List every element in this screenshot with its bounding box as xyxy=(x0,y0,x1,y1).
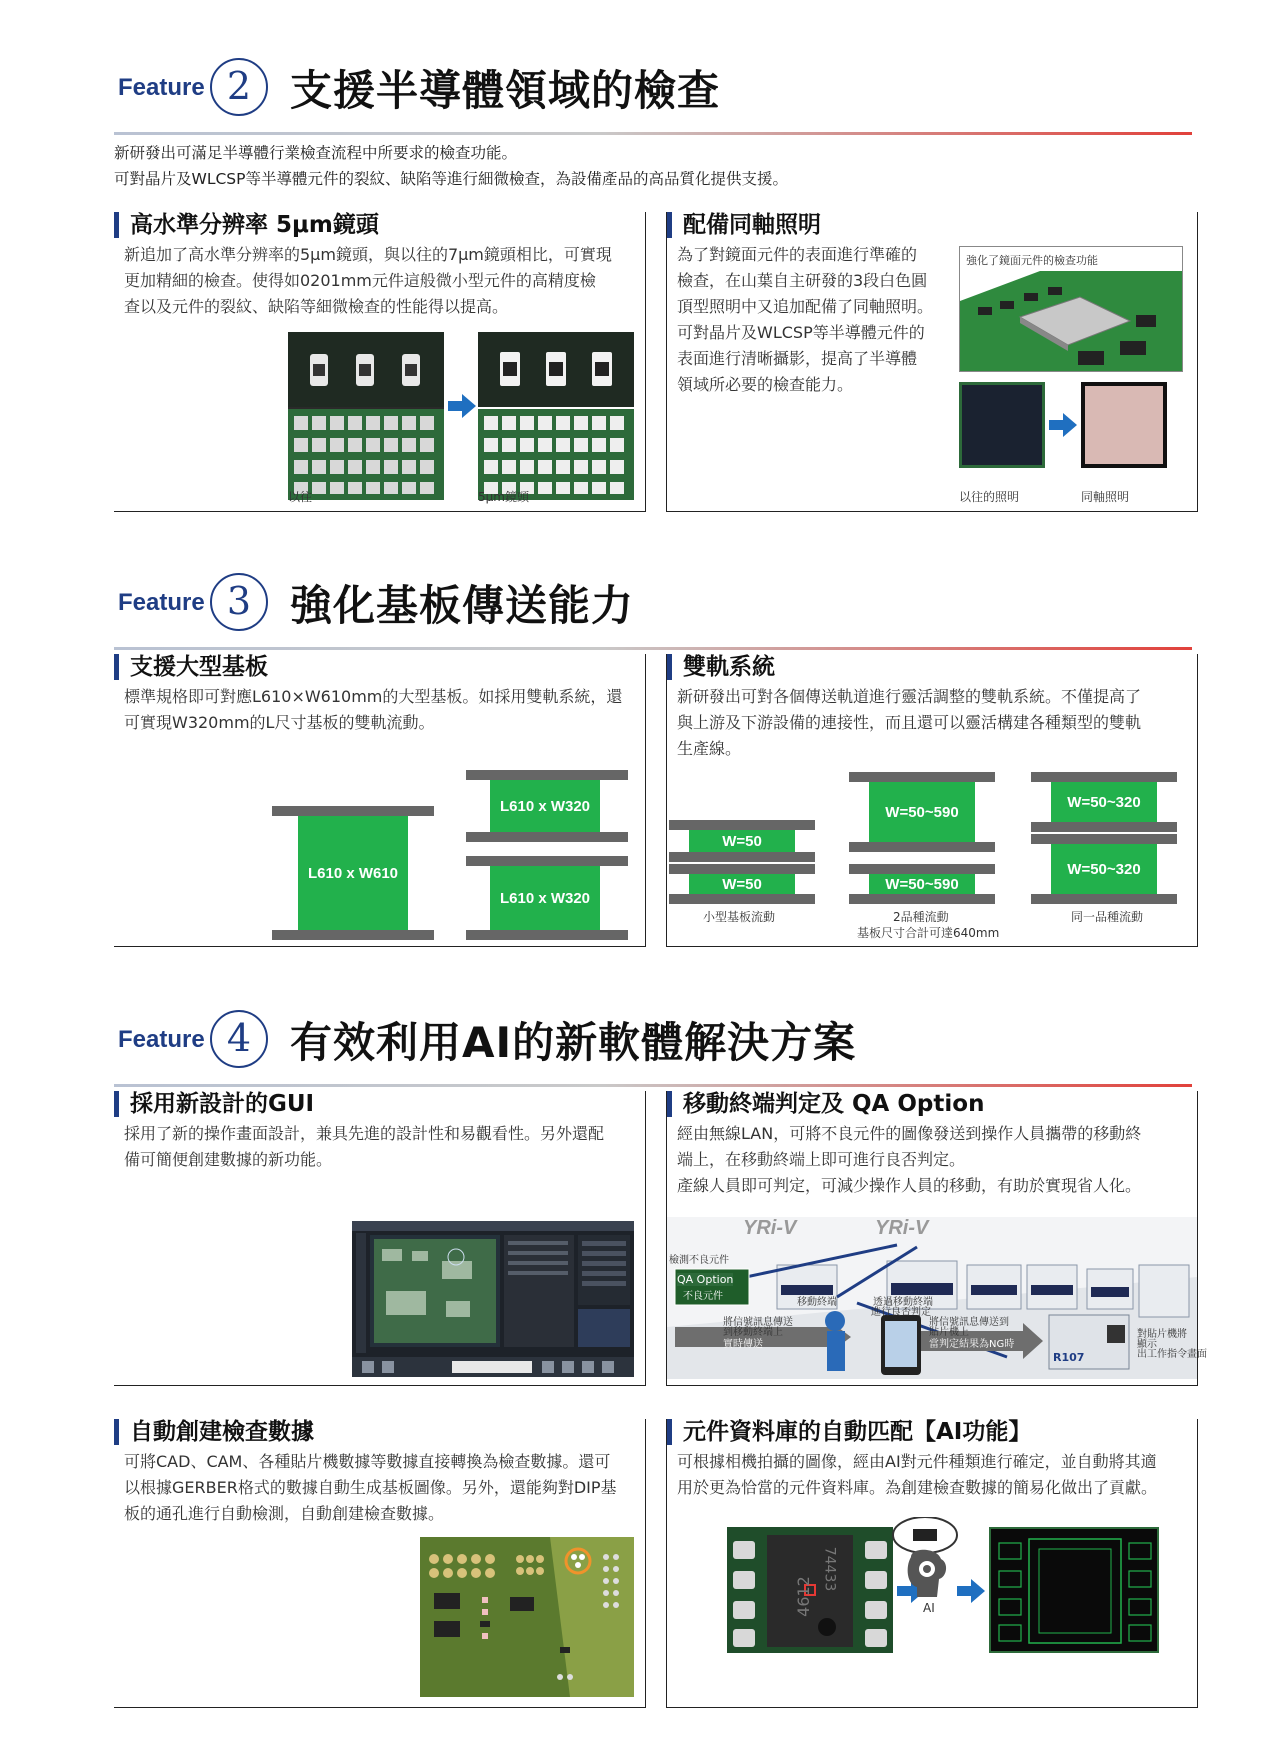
label-send: 到移動終端上 xyxy=(723,1327,783,1338)
section-text xyxy=(124,1449,644,1527)
conveyor-rail xyxy=(669,864,815,874)
feature-title: 有效利用AI的新軟體解決方案 xyxy=(290,1018,857,1067)
text-line: 頂型照明中又追加配備了同軸照明。 xyxy=(677,297,934,316)
mobile-judgement-diagram xyxy=(667,1217,1207,1379)
text-line: 可對晶片及WLCSP等半導體元件的 xyxy=(677,323,925,342)
conveyor-rail xyxy=(849,772,995,782)
label-mounter: 顯示 xyxy=(1137,1339,1157,1350)
header-divider xyxy=(114,1084,1192,1087)
section-title: 自動創建檢查數據 xyxy=(114,1419,314,1445)
feature-title: 強化基板傳送能力 xyxy=(290,581,635,630)
auto-data-section xyxy=(114,1419,646,1708)
camera-chip-image xyxy=(727,1527,893,1653)
conveyor-rail xyxy=(849,842,995,852)
conveyor-rail xyxy=(466,770,628,780)
large-board: L610 x W610 xyxy=(298,816,408,930)
section-title: 元件資料庫的自動匹配【AI功能】 xyxy=(667,1419,1031,1445)
section-title: 移動終端判定及 QA Option xyxy=(667,1091,984,1117)
feature-label: Feature xyxy=(118,1026,205,1053)
conveyor-rail xyxy=(1031,822,1177,832)
text-line: 與上游及下游設備的連接性，而且還可以靈活構建各種類型的雙軌 xyxy=(677,713,1142,732)
section-title: 配備同軸照明 xyxy=(667,212,821,238)
text-line: 經由無線LAN，可將不良元件的圖像發送到操作人員攜帶的移動終 xyxy=(677,1124,1142,1143)
caption-before: 以往 xyxy=(288,490,313,504)
label-judge: 進行良否判定 xyxy=(871,1307,931,1318)
two-type-board-top: W=50~590 xyxy=(869,782,975,842)
before-lens-image xyxy=(288,332,444,500)
same-type-board-bottom: W=50~320 xyxy=(1051,844,1157,894)
conveyor-rail xyxy=(466,930,628,940)
caption-total-width: 基板尺寸合計可達640mm xyxy=(857,926,1000,940)
text-line: 更加精細的檢查。使得如0201mm元件這般微小型元件的高精度檢 xyxy=(124,271,596,290)
section-text xyxy=(124,684,644,736)
text-line: 採用了新的操作畫面設計，兼具先進的設計性和易觀看性。另外還配 xyxy=(124,1124,605,1143)
text-line: 可根據相機拍攝的圖像，經由AI對元件種類進行確定，並自動將其適 xyxy=(677,1452,1157,1471)
caption-two-type-flow: 2品種流動 xyxy=(893,910,949,924)
section-text xyxy=(677,1121,1197,1199)
intro-line: 可對晶片及WLCSP等半導體元件的裂紋、缺陷等進行細微檢查，為設備產品的高品質化提供支援。 xyxy=(114,170,788,188)
ai-label: AI xyxy=(923,1601,935,1615)
label-mobile-terminal: 移動終端 xyxy=(797,1297,837,1308)
label-judge: 透過移動終端 xyxy=(873,1297,933,1308)
feature-number-badge: 3 xyxy=(210,573,268,631)
intro-line: 新研發出可滿足半導體行業檢查流程中所要求的檢查功能。 xyxy=(114,144,518,162)
arrow-right-icon xyxy=(957,1579,985,1603)
header-divider xyxy=(114,132,1192,135)
label-realtime: 實時傳送 xyxy=(723,1339,763,1350)
text-line: 生產線。 xyxy=(677,739,742,758)
conveyor-rail xyxy=(669,852,815,862)
ai-library-section xyxy=(666,1419,1198,1708)
conveyor-rail xyxy=(466,856,628,866)
text-line: 用於更為恰當的元件資料庫。為創建檢查數據的簡易化做出了貢獻。 xyxy=(677,1478,1158,1497)
after-lens-image xyxy=(478,332,634,500)
text-line: 以根據GERBER格式的數據自動生成基板圖像。另外，還能夠對DIP基 xyxy=(124,1478,617,1497)
text-line: 查以及元件的裂紋、缺陷等細微檢查的性能得以提高。 xyxy=(124,297,509,316)
coaxial-lighting-image xyxy=(1081,382,1167,468)
dual-board-top: L610 x W320 xyxy=(490,780,600,832)
small-board-top: W=50 xyxy=(689,830,795,852)
label-detect-defect: 檢測不良元件 xyxy=(669,1255,729,1266)
conveyor-rail xyxy=(849,894,995,904)
section-text xyxy=(124,1121,644,1173)
image-label: 強化了鏡面元件的檢查功能 xyxy=(966,254,1098,267)
lens-section xyxy=(114,212,646,512)
section-text xyxy=(677,242,957,398)
text-line: 可實現W320mm的L尺寸基板的雙軌流動。 xyxy=(124,713,435,732)
dual-board-bottom: L610 x W320 xyxy=(490,866,600,930)
text-line: 備可簡便創建數據的新功能。 xyxy=(124,1150,333,1169)
text-line: 檢查，在山葉自主研發的3段白色圓 xyxy=(677,271,928,290)
chip-marking: 4612 xyxy=(793,1576,813,1617)
conveyor-rail xyxy=(1031,772,1177,782)
conveyor-rail xyxy=(466,832,628,842)
section-title: 採用新設計的GUI xyxy=(114,1091,314,1117)
text-line: 新研發出可對各個傳送軌道進行靈活調整的雙軌系統。不僅提高了 xyxy=(677,687,1142,706)
caption-same-type-flow: 同一品種流動 xyxy=(1071,910,1144,924)
two-type-board-bottom: W=50~590 xyxy=(869,874,975,894)
section-title: 支援大型基板 xyxy=(114,654,268,680)
feature-label: Feature xyxy=(118,589,205,616)
ai-brain-icon xyxy=(889,1517,959,1613)
text-line: 產線人員即可判定，可減少操作人員的移動，有助於實現省人化。 xyxy=(677,1176,1142,1195)
conveyor-rail xyxy=(1031,834,1177,844)
text-line: 新追加了高水準分辨率的5μm鏡頭，與以往的7μm鏡頭相比，可實現 xyxy=(124,245,612,264)
gui-screenshot xyxy=(352,1221,634,1377)
conveyor-rail xyxy=(669,894,815,904)
text-line: 板的通孔進行自動檢測，自動創建檢查數據。 xyxy=(124,1504,445,1523)
text-line: 端上，在移動終端上即可進行良否判定。 xyxy=(677,1150,966,1169)
feature-number-badge: 4 xyxy=(210,1010,268,1068)
dual-lane-section xyxy=(666,654,1198,947)
text-line: 領域所必要的檢查能力。 xyxy=(677,375,854,394)
text-line: 為了對鏡面元件的表面進行準確的 xyxy=(677,245,918,264)
mirror-component-image xyxy=(959,246,1183,372)
arrow-right-icon xyxy=(1049,413,1077,437)
feature-3-header xyxy=(114,565,1192,657)
small-board-bottom: W=50 xyxy=(689,874,795,894)
label-result: 貼片機上 xyxy=(929,1327,969,1338)
caption-small-board-flow: 小型基板流動 xyxy=(703,910,776,924)
feature-title: 支援半導體領域的檢查 xyxy=(290,66,721,115)
label-mounter: 出工作指令畫面 xyxy=(1137,1349,1207,1360)
conveyor-rail xyxy=(1031,894,1177,904)
gui-section xyxy=(114,1091,646,1386)
previous-lighting-image xyxy=(959,382,1045,468)
large-board-section xyxy=(114,654,646,947)
text-line: 可將CAD、CAM、各種貼片機數據等數據直接轉換為檢查數據。還可 xyxy=(124,1452,611,1471)
feature-2-intro xyxy=(114,140,788,192)
conveyor-rail xyxy=(272,930,434,940)
library-match-image xyxy=(989,1527,1159,1653)
coaxial-section xyxy=(666,212,1198,512)
caption-after: 5μm鏡頭 xyxy=(478,490,529,504)
conveyor-rail xyxy=(849,864,995,874)
feature-number-badge: 2 xyxy=(210,58,268,116)
header-divider xyxy=(114,647,1192,650)
label-qa-option: QA Option xyxy=(677,1273,734,1286)
label-result-ng: 當判定結果為NG時 xyxy=(929,1339,1015,1350)
text-line: 標準規格即可對應L610×W610mm的大型基板。如採用雙軌系統，還 xyxy=(124,687,623,706)
feature-4-header xyxy=(114,1002,1192,1094)
feature-label: Feature xyxy=(118,74,205,101)
same-type-board-top: W=50~320 xyxy=(1051,782,1157,822)
gerber-board-image xyxy=(420,1537,634,1697)
section-text xyxy=(124,242,644,320)
mobile-terminal-section xyxy=(666,1091,1207,1386)
label-send: 將信號訊息傳送 xyxy=(723,1317,793,1328)
feature-2-header xyxy=(114,50,1192,142)
caption-after: 同軸照明 xyxy=(1081,490,1130,504)
conveyor-rail xyxy=(669,820,815,830)
arrow-right-icon xyxy=(448,394,476,418)
conveyor-rail xyxy=(272,806,434,816)
section-text xyxy=(677,684,1197,762)
label-mounter: 對貼片機將 xyxy=(1137,1329,1187,1340)
section-title: 高水準分辨率 5μm鏡頭 xyxy=(114,212,379,238)
caption-before: 以往的照明 xyxy=(959,490,1020,504)
label-r107: R107 xyxy=(1053,1351,1085,1364)
text-line: 表面進行清晰攝影，提高了半導體 xyxy=(677,349,918,368)
label-defect-part: 不良元件 xyxy=(683,1291,723,1302)
logo-yriv: YRi-V xyxy=(743,1217,797,1239)
section-title: 雙軌系統 xyxy=(667,654,775,680)
label-result: 將信號訊息傳送到 xyxy=(929,1317,1009,1328)
chip-marking: 74433 xyxy=(821,1546,838,1592)
section-text xyxy=(677,1449,1197,1501)
logo-yriv: YRi-V xyxy=(875,1217,929,1239)
